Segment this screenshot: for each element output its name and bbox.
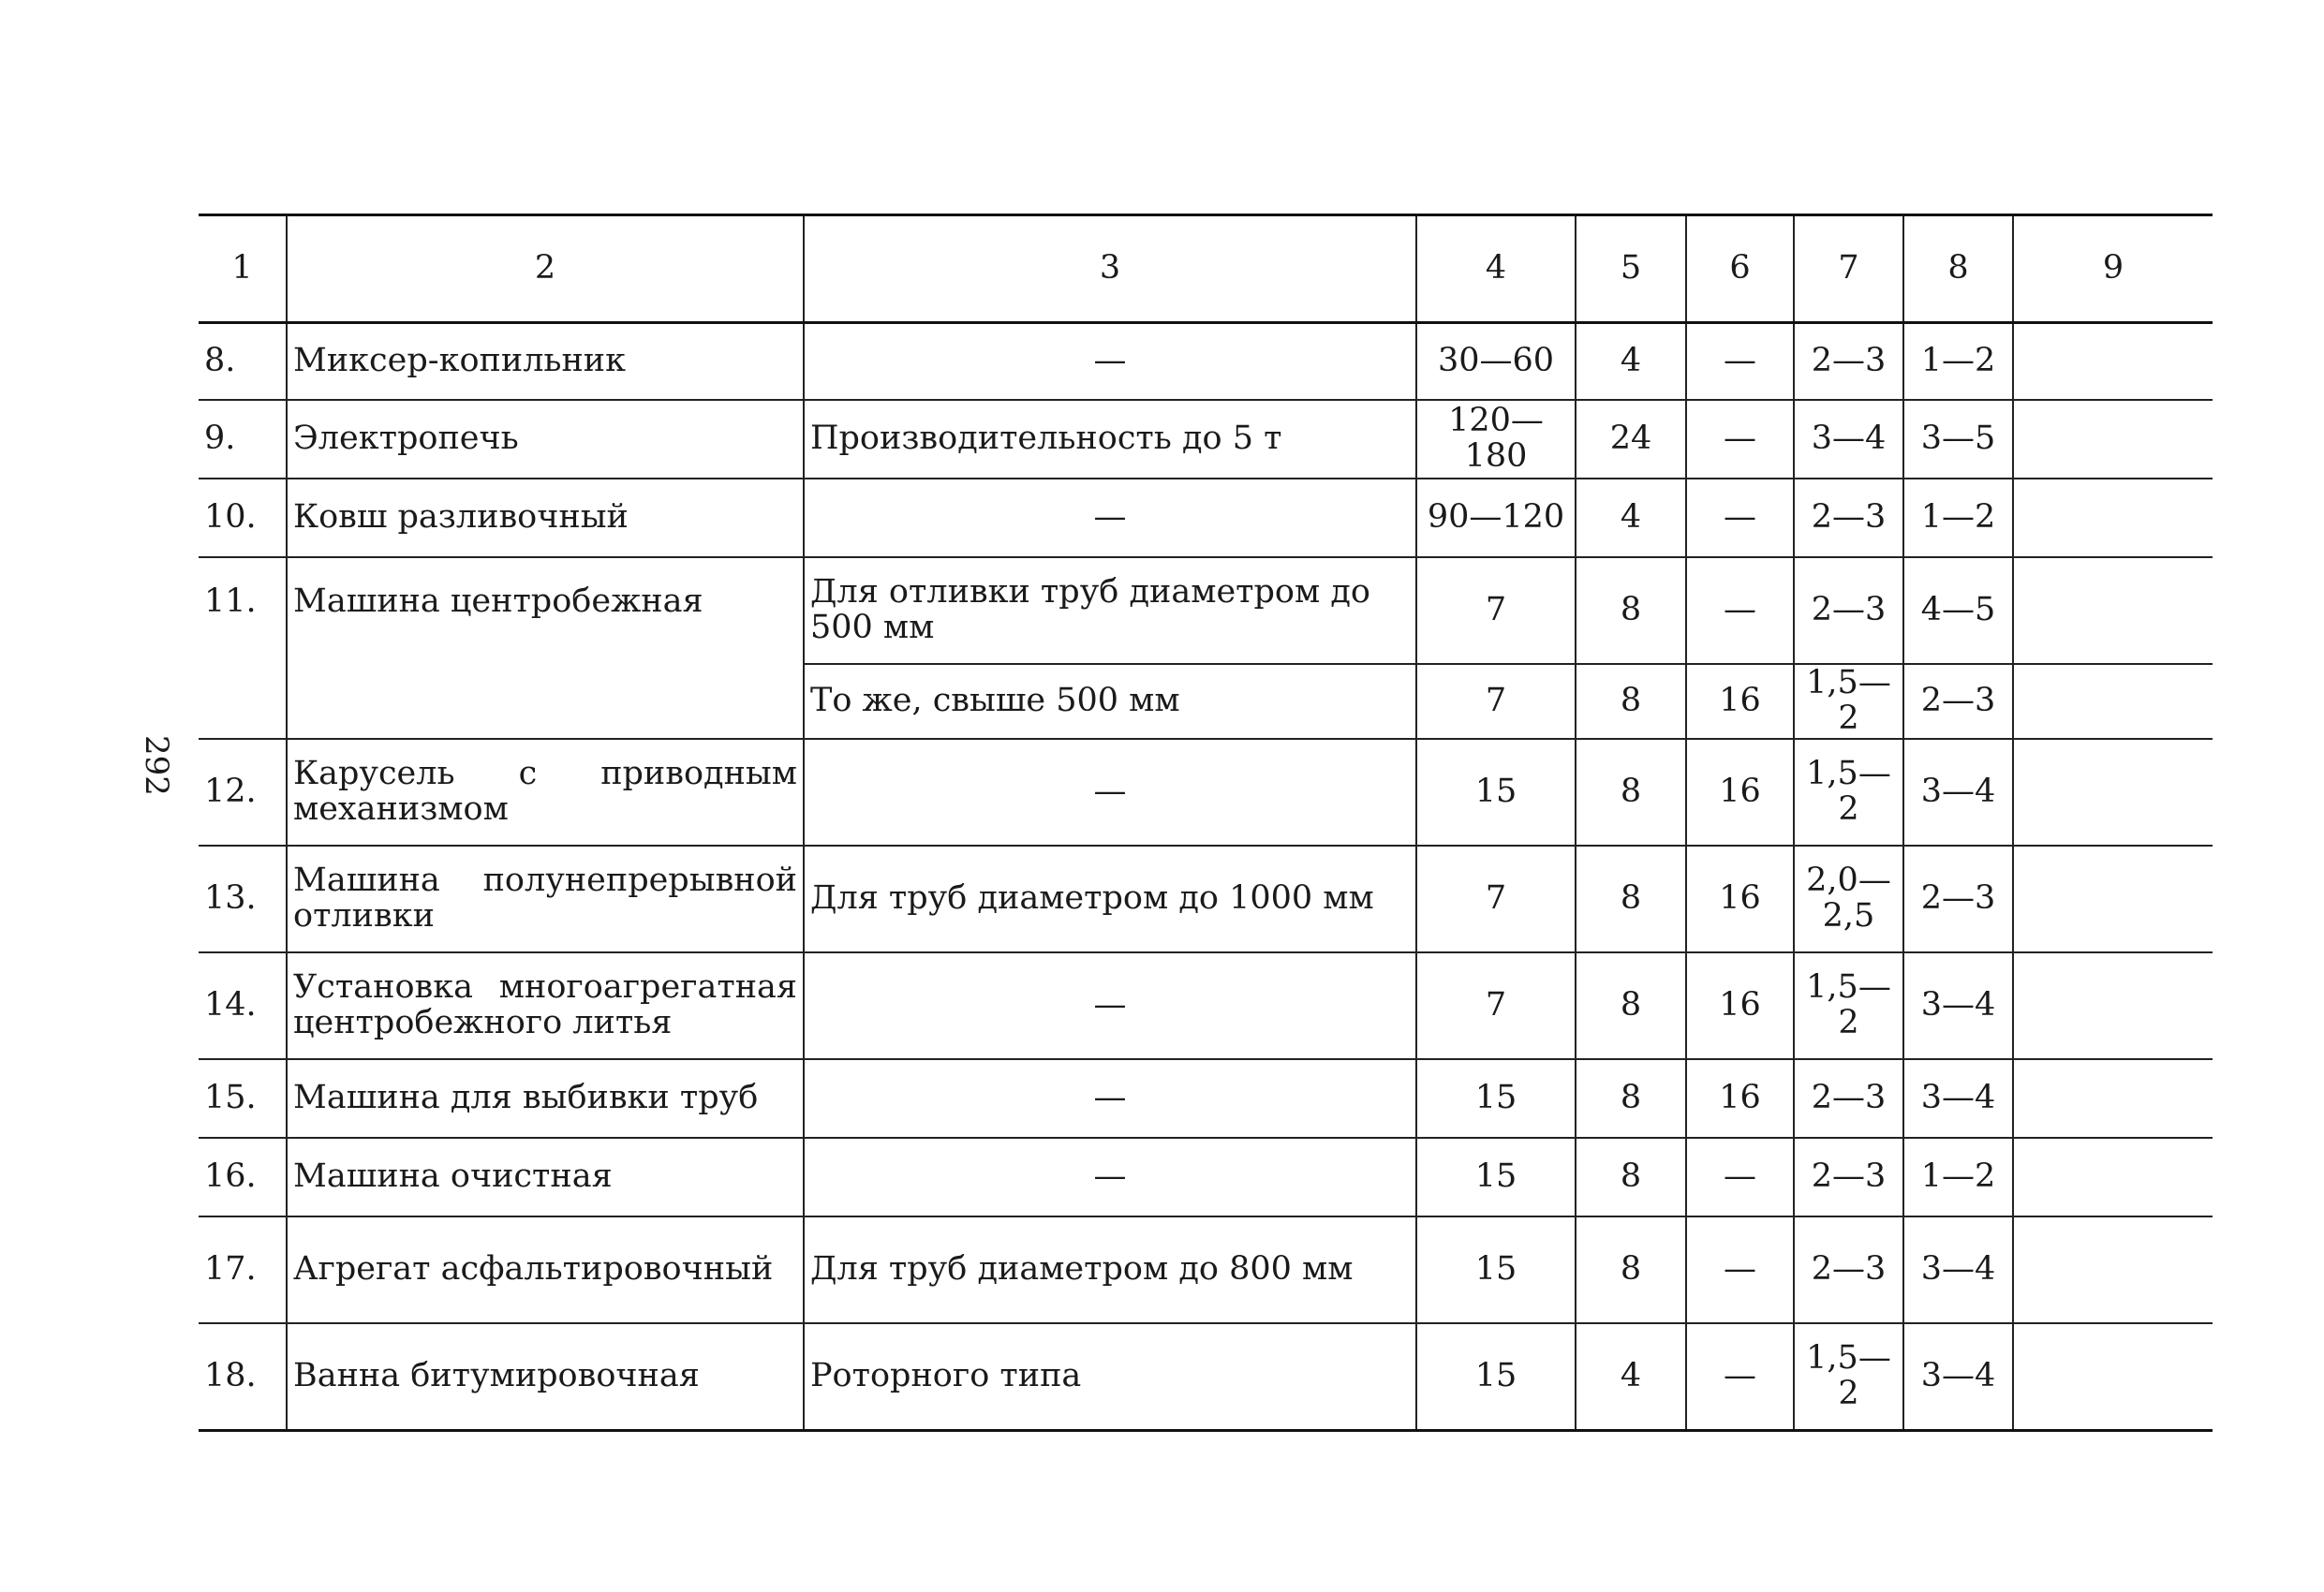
table-row: [199, 739, 2213, 846]
cell-col7: 1,5—2: [1794, 664, 1903, 739]
cell-col5: 4: [1576, 323, 1686, 401]
characteristic: —: [804, 479, 1416, 557]
row-number: 17.: [199, 1216, 287, 1323]
cell-col9: [2013, 479, 2213, 557]
cell-col9: [2013, 664, 2213, 739]
characteristic: —: [804, 323, 1416, 401]
cell-col5: 4: [1576, 479, 1686, 557]
cell-col7: 2—3: [1794, 1138, 1903, 1216]
table-row: [199, 1138, 2213, 1216]
row-number: 15.: [199, 1059, 287, 1138]
row-number: 9.: [199, 400, 287, 479]
table-row: [199, 557, 2213, 664]
cell-col4: 7: [1416, 952, 1576, 1059]
cell-col7: 2,0—2,5: [1794, 846, 1903, 952]
cell-col4: 15: [1416, 1216, 1576, 1323]
cell-col8: 3—4: [1903, 1323, 2013, 1431]
cell-col8: 3—5: [1903, 400, 2013, 479]
cell-col7: 1,5—2: [1794, 952, 1903, 1059]
cell-col5: 8: [1576, 1138, 1686, 1216]
row-number: 14.: [199, 952, 287, 1059]
characteristic: —: [804, 1138, 1416, 1216]
table-row: [199, 846, 2213, 952]
cell-col4: 7: [1416, 557, 1576, 664]
equipment-table: [199, 214, 2213, 1432]
cell-col9: [2013, 846, 2213, 952]
cell-col6: 16: [1686, 739, 1794, 846]
cell-col7: 3—4: [1794, 400, 1903, 479]
col-header-7: 7: [1794, 215, 1903, 323]
col-header-2: 2: [287, 215, 804, 323]
row-number: 10.: [199, 479, 287, 557]
cell-col4: 90—120: [1416, 479, 1576, 557]
cell-col8: 3—4: [1903, 739, 2013, 846]
cell-col6: 16: [1686, 664, 1794, 739]
cell-col4: 15: [1416, 1138, 1576, 1216]
equipment-name: Машина центробежная: [287, 557, 804, 739]
equipment-name: Карусель с приводным механизмом: [287, 739, 804, 846]
row-number: 12.: [199, 739, 287, 846]
cell-col6: —: [1686, 1216, 1794, 1323]
cell-col9: [2013, 1216, 2213, 1323]
table-row: [199, 952, 2213, 1059]
cell-col8: 1—2: [1903, 479, 2013, 557]
cell-col9: [2013, 557, 2213, 664]
cell-col9: [2013, 1059, 2213, 1138]
cell-col9: [2013, 1323, 2213, 1431]
cell-col7: 2—3: [1794, 479, 1903, 557]
cell-col4: 7: [1416, 664, 1576, 739]
row-number: 13.: [199, 846, 287, 952]
cell-col6: 16: [1686, 846, 1794, 952]
cell-col9: [2013, 952, 2213, 1059]
cell-col5: 8: [1576, 664, 1686, 739]
page-number: 292: [138, 735, 175, 796]
characteristic: Для труб диаметром до 800 мм: [804, 1216, 1416, 1323]
cell-col4: 15: [1416, 1323, 1576, 1431]
cell-col8: 3—4: [1903, 952, 2013, 1059]
equipment-name: Ванна битумировочная: [287, 1323, 804, 1431]
cell-col7: 2—3: [1794, 323, 1903, 401]
table-row: [199, 1059, 2213, 1138]
cell-col6: 16: [1686, 952, 1794, 1059]
cell-col7: 1,5—2: [1794, 1323, 1903, 1431]
col-header-5: 5: [1576, 215, 1686, 323]
cell-col6: —: [1686, 479, 1794, 557]
cell-col8: 1—2: [1903, 323, 2013, 401]
col-header-9: 9: [2013, 215, 2213, 323]
equipment-name: Агрегат асфальтировочный: [287, 1216, 804, 1323]
col-header-3: 3: [804, 215, 1416, 323]
cell-col5: 8: [1576, 846, 1686, 952]
cell-col8: 4—5: [1903, 557, 2013, 664]
row-number: 8.: [199, 323, 287, 401]
characteristic: —: [804, 739, 1416, 846]
characteristic: То же, свыше 500 мм: [804, 664, 1416, 739]
cell-col9: [2013, 739, 2213, 846]
row-number: 16.: [199, 1138, 287, 1216]
cell-col6: —: [1686, 400, 1794, 479]
table-row: [199, 479, 2213, 557]
cell-col5: 8: [1576, 1059, 1686, 1138]
cell-col9: [2013, 323, 2213, 401]
col-header-8: 8: [1903, 215, 2013, 323]
characteristic: Для труб диаметром до 1000 мм: [804, 846, 1416, 952]
cell-col7: 1,5—2: [1794, 739, 1903, 846]
table-row: [199, 1323, 2213, 1431]
cell-col6: —: [1686, 1138, 1794, 1216]
cell-col6: 16: [1686, 1059, 1794, 1138]
equipment-name: Электропечь: [287, 400, 804, 479]
cell-col7: 2—3: [1794, 557, 1903, 664]
cell-col4: 15: [1416, 739, 1576, 846]
cell-col6: —: [1686, 323, 1794, 401]
cell-col8: 3—4: [1903, 1059, 2013, 1138]
col-header-6: 6: [1686, 215, 1794, 323]
characteristic: —: [804, 952, 1416, 1059]
equipment-name: Ковш разливочный: [287, 479, 804, 557]
cell-col8: 1—2: [1903, 1138, 2013, 1216]
equipment-name: Машина для выбивки труб: [287, 1059, 804, 1138]
col-header-1: 1: [199, 215, 287, 323]
cell-col5: 8: [1576, 739, 1686, 846]
cell-col6: —: [1686, 1323, 1794, 1431]
row-number: 11.: [199, 557, 287, 739]
cell-col7: 2—3: [1794, 1216, 1903, 1323]
cell-col8: 2—3: [1903, 664, 2013, 739]
table-row: [199, 400, 2213, 479]
header-row: [199, 215, 2213, 323]
col-header-4: 4: [1416, 215, 1576, 323]
cell-col5: 4: [1576, 1323, 1686, 1431]
cell-col7: 2—3: [1794, 1059, 1903, 1138]
equipment-name: Машина полунепрерывной отливки: [287, 846, 804, 952]
equipment-name: Установка многоагрегатная центробежного литья: [287, 952, 804, 1059]
cell-col8: 2—3: [1903, 846, 2013, 952]
table-row: [199, 323, 2213, 401]
cell-col5: 8: [1576, 952, 1686, 1059]
characteristic: Производительность до 5 т: [804, 400, 1416, 479]
cell-col9: [2013, 400, 2213, 479]
cell-col5: 24: [1576, 400, 1686, 479]
table-row: [199, 1216, 2213, 1323]
row-number: 18.: [199, 1323, 287, 1431]
cell-col4: 15: [1416, 1059, 1576, 1138]
cell-col5: 8: [1576, 1216, 1686, 1323]
equipment-name: Миксер-копильник: [287, 323, 804, 401]
cell-col8: 3—4: [1903, 1216, 2013, 1323]
cell-col4: 7: [1416, 846, 1576, 952]
cell-col4: 30—60: [1416, 323, 1576, 401]
cell-col6: —: [1686, 557, 1794, 664]
cell-col9: [2013, 1138, 2213, 1216]
characteristic: Роторного типа: [804, 1323, 1416, 1431]
cell-col5: 8: [1576, 557, 1686, 664]
characteristic: —: [804, 1059, 1416, 1138]
cell-col4: 120—180: [1416, 400, 1576, 479]
characteristic: Для отливки труб диаметром до 500 мм: [804, 557, 1416, 664]
equipment-name: Машина очистная: [287, 1138, 804, 1216]
